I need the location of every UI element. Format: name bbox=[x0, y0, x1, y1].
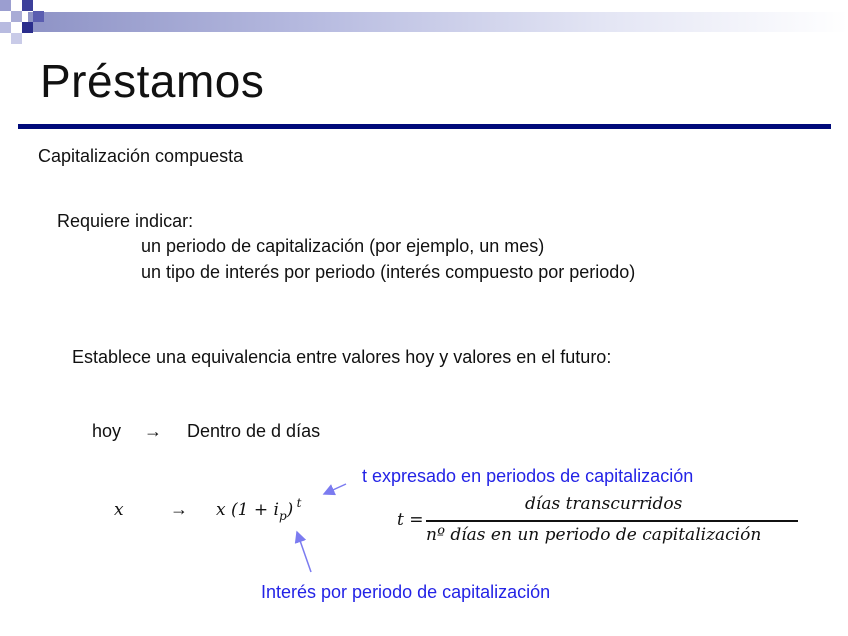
t-lhs: t = bbox=[397, 510, 424, 530]
annotation-interest: Interés por periodo de capitalización bbox=[261, 582, 551, 602]
t-numerator: días transcurridos bbox=[525, 494, 683, 514]
today-label: hoy bbox=[92, 421, 122, 441]
requires-heading: Requiere indicar: bbox=[57, 211, 194, 231]
right-arrow-icon: → bbox=[144, 421, 162, 441]
formula-main: x (1 + i bbox=[216, 500, 279, 520]
arrow-to-exponent bbox=[324, 484, 346, 494]
requires-item: un periodo de capitalización (por ejemplo, un mes) bbox=[141, 236, 545, 256]
formula-arrow-icon: → bbox=[170, 499, 188, 519]
slide-subtitle: Capitalización compuesta bbox=[38, 146, 244, 166]
t-equals bbox=[397, 510, 423, 530]
formula-close: ) bbox=[286, 500, 294, 520]
t-denominator: nº días en un periodo de capitalización bbox=[426, 525, 762, 545]
fraction-bar bbox=[426, 520, 798, 522]
future-label: Dentro de d días bbox=[187, 421, 321, 441]
annotation-t: t expresado en periodos de capitalización bbox=[362, 466, 694, 486]
formula-x: x bbox=[114, 500, 124, 520]
slide-title: Préstamos bbox=[40, 55, 265, 107]
formula-exponent: t bbox=[296, 496, 302, 510]
formula-subscript: p bbox=[278, 509, 287, 523]
requires-item: un tipo de interés por periodo (interés compuesto por periodo) bbox=[141, 262, 636, 282]
equivalence-text: Establece una equivalencia entre valores hoy y valores en el futuro: bbox=[72, 347, 612, 367]
arrow-to-interest bbox=[297, 532, 311, 572]
